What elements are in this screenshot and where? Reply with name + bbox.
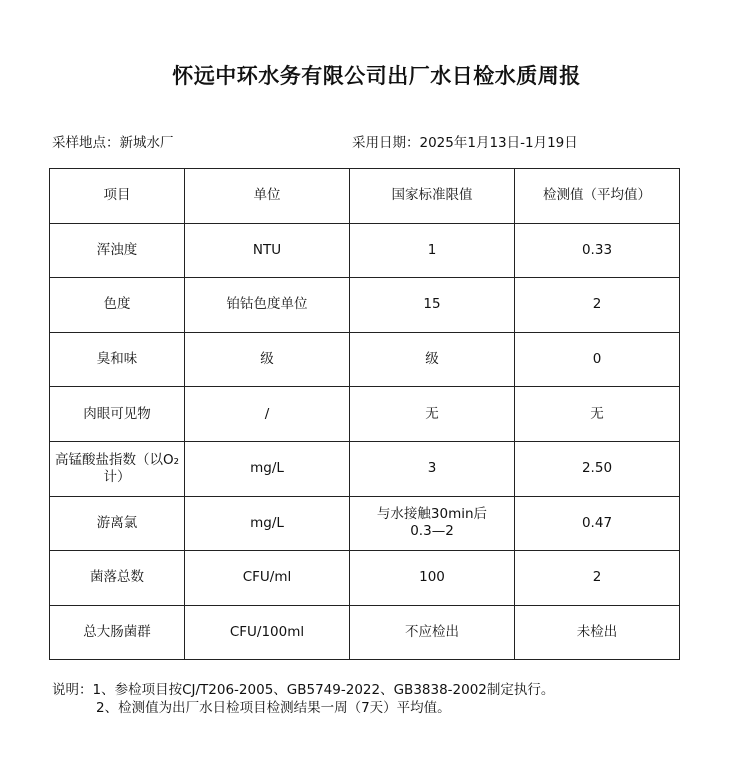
row-unit: CFU/ml bbox=[185, 551, 350, 606]
note-line-2: 2、检测值为出厂水日检项目检测结果一周（7天）平均值。 bbox=[96, 700, 451, 716]
table-row bbox=[50, 605, 680, 660]
row-item: 色度 bbox=[50, 278, 185, 333]
header-item: 项目 bbox=[50, 169, 185, 224]
table-row bbox=[50, 441, 680, 496]
row-value: 2 bbox=[515, 551, 680, 606]
row-unit: mg/L bbox=[185, 441, 350, 496]
row-limit: 与水接触30min后0.3—2 bbox=[350, 496, 515, 551]
row-unit: NTU bbox=[185, 223, 350, 278]
row-value: 0 bbox=[515, 332, 680, 387]
report-title: 怀远中环水务有限公司出厂水日检水质周报 bbox=[172, 64, 581, 88]
row-value: 2.50 bbox=[515, 441, 680, 496]
row-unit: 级 bbox=[185, 332, 350, 387]
row-value: 未检出 bbox=[515, 605, 680, 660]
row-item: 总大肠菌群 bbox=[50, 605, 185, 660]
sampling-location: 采样地点：新城水厂 bbox=[52, 135, 174, 151]
row-limit: 1 bbox=[350, 223, 515, 278]
table-header-row bbox=[50, 169, 680, 224]
row-item: 肉眼可见物 bbox=[50, 387, 185, 442]
note-line-1: 说明：1、参检项目按CJ/T206-2005、GB5749-2022、GB3838-2002制定执行。 bbox=[52, 682, 555, 698]
row-limit: 15 bbox=[350, 278, 515, 333]
row-item: 浑浊度 bbox=[50, 223, 185, 278]
row-value: 0.33 bbox=[515, 223, 680, 278]
table-row bbox=[50, 278, 680, 333]
row-unit: mg/L bbox=[185, 496, 350, 551]
water-quality-table bbox=[49, 168, 680, 660]
row-limit: 不应检出 bbox=[350, 605, 515, 660]
table-row bbox=[50, 551, 680, 606]
row-unit: 铂钴色度单位 bbox=[185, 278, 350, 333]
table-row bbox=[50, 223, 680, 278]
row-item: 菌落总数 bbox=[50, 551, 185, 606]
header-value: 检测值（平均值） bbox=[515, 169, 680, 224]
row-unit: / bbox=[185, 387, 350, 442]
row-value: 无 bbox=[515, 387, 680, 442]
header-limit: 国家标准限值 bbox=[350, 169, 515, 224]
row-value: 2 bbox=[515, 278, 680, 333]
row-value: 0.47 bbox=[515, 496, 680, 551]
row-item: 臭和味 bbox=[50, 332, 185, 387]
row-limit: 级 bbox=[350, 332, 515, 387]
row-limit: 3 bbox=[350, 441, 515, 496]
row-limit: 无 bbox=[350, 387, 515, 442]
table-row bbox=[50, 332, 680, 387]
row-limit: 100 bbox=[350, 551, 515, 606]
header-unit: 单位 bbox=[185, 169, 350, 224]
table-row bbox=[50, 387, 680, 442]
notes bbox=[52, 681, 554, 717]
table-row bbox=[50, 496, 680, 551]
row-item: 高锰酸盐指数（以O₂计） bbox=[50, 441, 185, 496]
row-unit: CFU/100ml bbox=[185, 605, 350, 660]
row-item: 游离氯 bbox=[50, 496, 185, 551]
sampling-date: 采用日期：2025年1月13日-1月19日 bbox=[352, 135, 578, 151]
